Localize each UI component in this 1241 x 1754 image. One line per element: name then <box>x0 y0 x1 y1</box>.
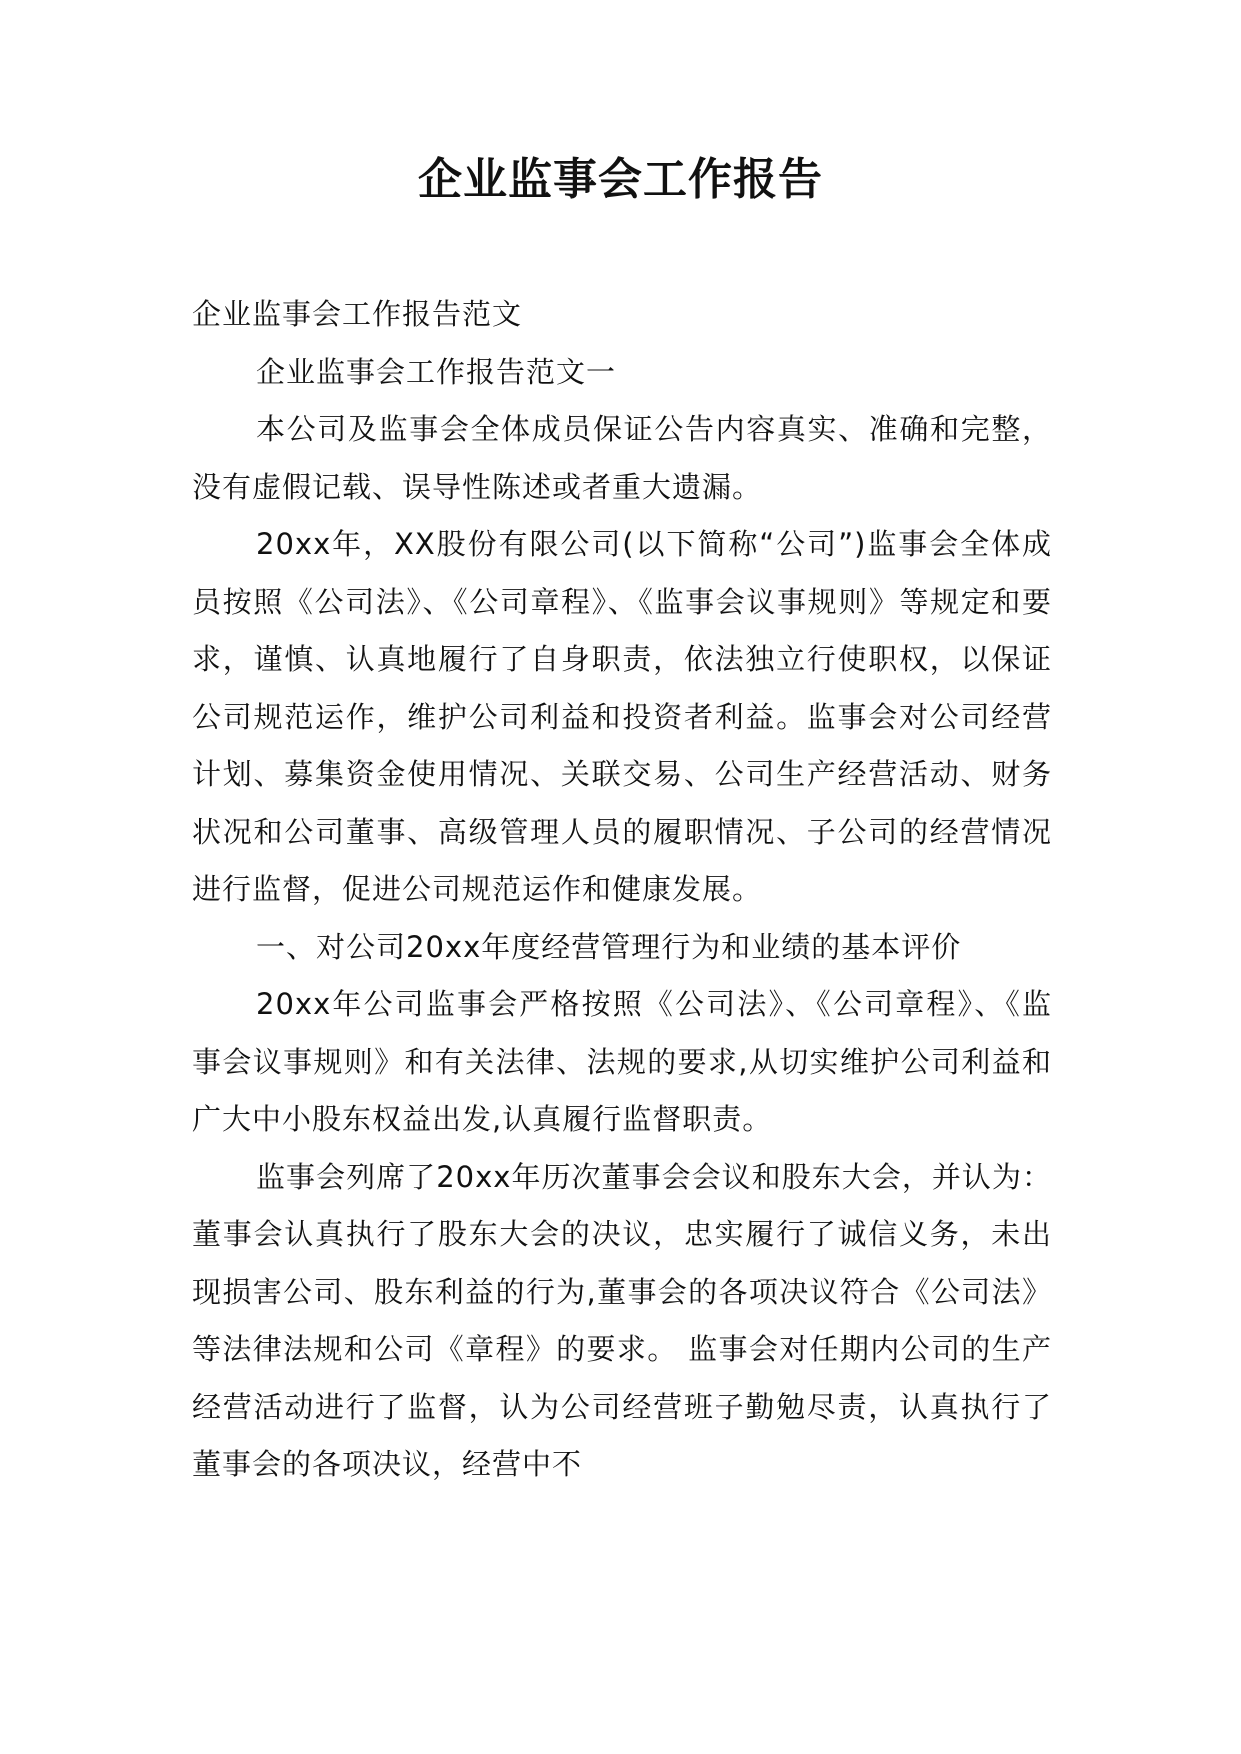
paragraph: 监事会列席了20xx年历次董事会会议和股东大会，并认为：董事会认真执行了股东大会的决议，忠实履行了诚信义务，未出现损害公司、股东利益的行为,董事会的各项决议符合《公司法》等法律法规和公司《章程》的要求。 监事会对任期内公司的生产经营活动进行了监督，认为公司经营班子勤勉尽责，认真执行了董事会的各项决议，经营中不 <box>192 1159 1052 1481</box>
paragraph: 20xx年公司监事会严格按照《公司法》、《公司章程》、《监事会议事规则》和有关法律、法规的要求,从切实维护公司利益和广大中小股东权益出发,认真履行监督职责。 <box>192 987 1052 1136</box>
paragraph-section-heading: 一、对公司20xx年度经营管理行为和业绩的基本评价 <box>256 929 962 964</box>
document-body <box>192 286 1052 1494</box>
paragraph-section-heading: 企业监事会工作报告范文一 <box>256 354 617 389</box>
paragraph: 20xx年，XX股份有限公司(以下简称“公司”)监事会全体成员按照《公司法》、《公司章程》、《监事会议事规则》等规定和要求，谨慎、认真地履行了自身职责，依法独立行使职权，以保证公司规范运作，维护公司利益和投资者利益。监事会对公司经营计划、募集资金使用情况、关联交易、公司生产经营活动、财务状况和公司董事、高级管理人员的履职情况、子公司的经营情况进行监督，促进公司规范运作和健康发展。 <box>192 527 1052 906</box>
paragraph: 本公司及监事会全体成员保证公告内容真实、准确和完整，没有虚假记载、误导性陈述或者重大遗漏。 <box>192 412 1052 504</box>
document-title: 企业监事会工作报告 <box>418 154 823 205</box>
paragraph-subtitle: 企业监事会工作报告范文 <box>192 297 523 331</box>
